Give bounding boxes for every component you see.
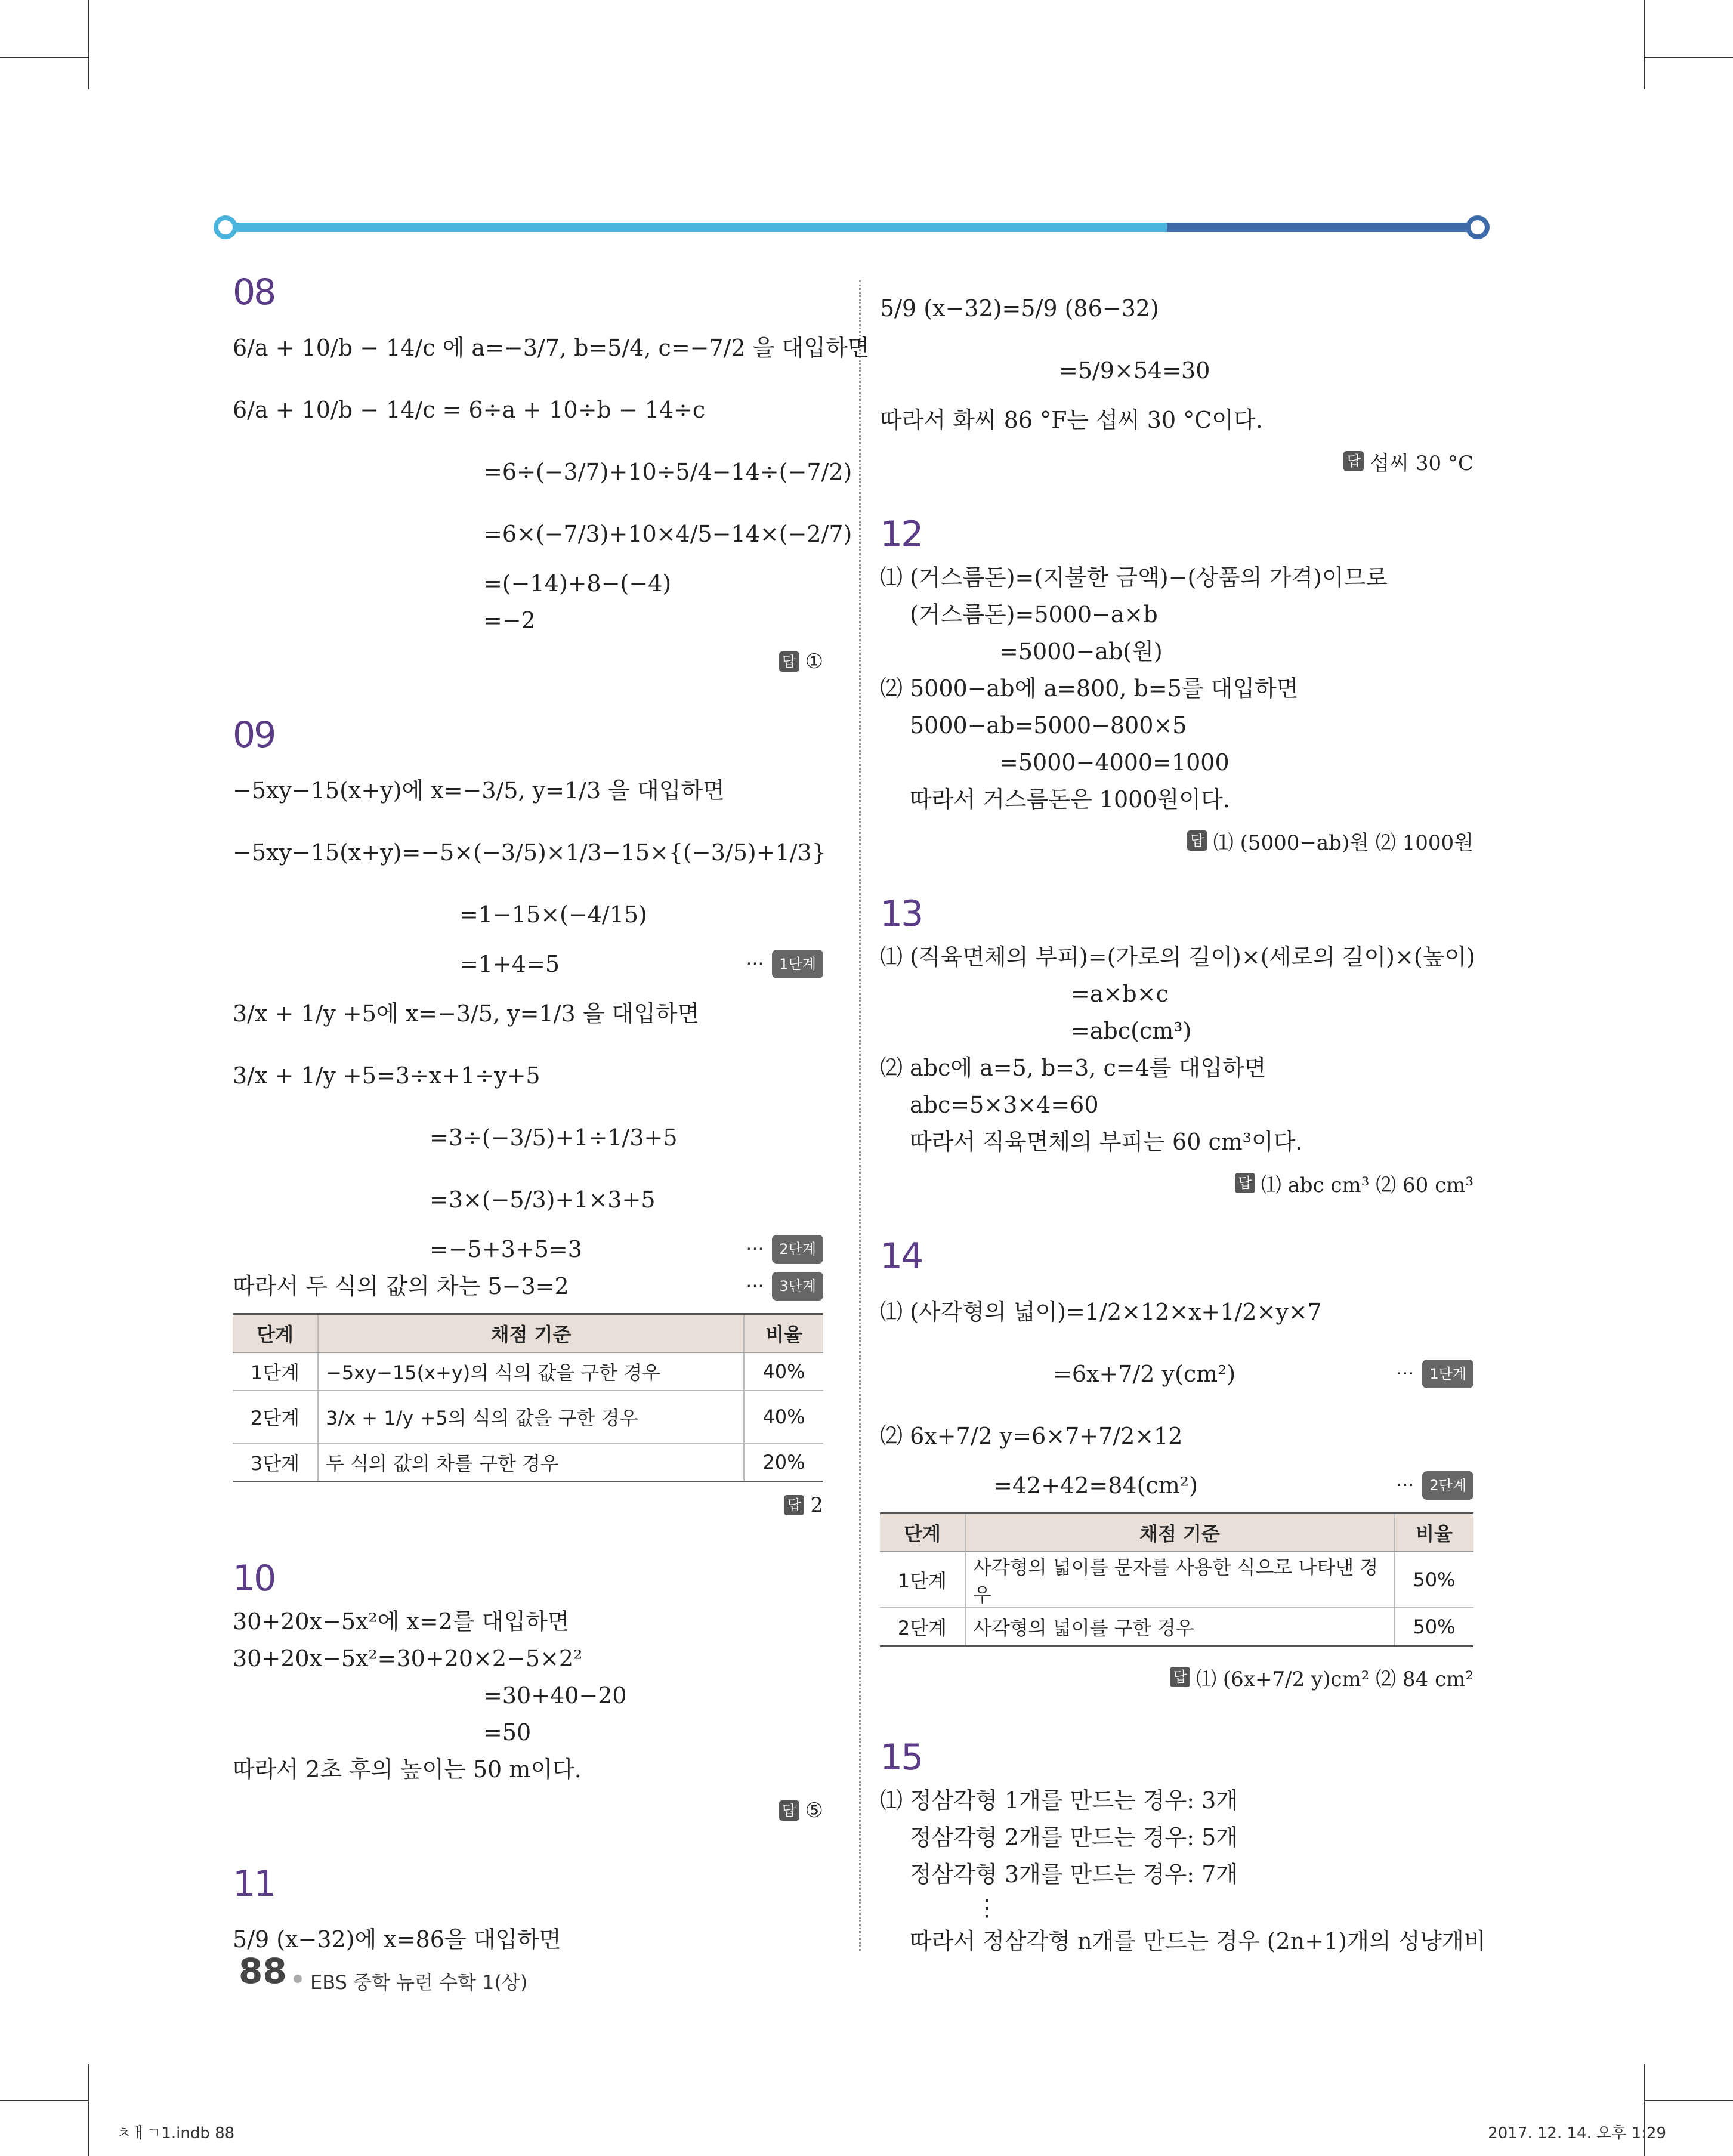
problem-number: 11	[233, 1863, 275, 1905]
answer-text: ⑴ abc cm³ ⑵ 60 cm³	[1261, 1173, 1473, 1197]
solution-line: ⑴ 정삼각형 1개를 만드는 경우: 3개	[880, 1787, 1238, 1814]
solution-line: 3/x + 1/y +5에 x=−3/5, y=1/3 을 대입하면	[233, 1000, 700, 1027]
solution-line: 6/a + 10/b − 14/c = 6÷a + 10÷b − 14÷c	[233, 397, 706, 423]
answer	[233, 1488, 823, 1522]
problem-number: 14	[880, 1235, 922, 1277]
solution-line: 5000−ab=5000−800×5	[910, 712, 1187, 739]
solution-line: =5/9×54=30	[1059, 357, 1210, 384]
solution-line: ⑵ abc에 a=5, b=3, c=4를 대입하면	[880, 1055, 1266, 1081]
solution-line: −5xy−15(x+y)에 x=−3/5, y=1/3 을 대입하면	[233, 777, 725, 804]
problem-13	[880, 893, 1473, 1200]
table-row	[233, 1352, 823, 1391]
solution-line: 6/a + 10/b − 14/c 에 a=−3/7, b=5/4, c=−7/2 을 대입하면	[233, 335, 870, 361]
solution-line: =a×b×c	[1071, 981, 1169, 1007]
problem-09	[233, 714, 826, 1522]
grading-table	[880, 1512, 1473, 1647]
page-number: 88	[239, 1951, 287, 1991]
solution-line: =6÷(−3/7)+10÷5/4−14÷(−7/2)	[483, 459, 852, 485]
problem-number: 08	[233, 271, 275, 313]
step-badge: 2단계	[772, 1235, 823, 1264]
solution-line: 정삼각형 2개를 만드는 경우: 5개	[910, 1824, 1238, 1851]
answer-icon: 답	[1170, 1667, 1190, 1687]
table-cell: 3/x + 1/y +5의 식의 값을 구한 경우	[318, 1391, 744, 1443]
crop-mark	[1644, 0, 1645, 89]
solution-line: ⑵ 6x+7/2 y=6×7+7/2×12	[880, 1423, 1183, 1449]
problem-number: 09	[233, 714, 275, 756]
step-marker: ⋯ 2단계	[1396, 1471, 1473, 1500]
answer	[880, 824, 1473, 857]
solution-line: abc=5×3×4=60	[910, 1092, 1099, 1118]
solution-line: =abc(cm³)	[1071, 1018, 1192, 1044]
problem-11	[233, 1863, 823, 1970]
step-marker: ⋯ 3단계	[746, 1272, 823, 1301]
answer-text: ⑴ (6x+7/2 y)cm² ⑵ 84 cm²	[1196, 1667, 1473, 1691]
table-row	[233, 1391, 823, 1443]
table-cell: 2단계	[233, 1391, 318, 1443]
solution-line: =5000−4000=1000	[999, 749, 1230, 776]
problem-14	[880, 1235, 1473, 1701]
problem-number: 15	[880, 1737, 922, 1778]
header-bar	[221, 223, 1482, 232]
table-row	[233, 1443, 823, 1482]
solution-line: 따라서 2초 후의 높이는 50 m이다.	[233, 1756, 582, 1783]
step-marker: ⋯ 1단계	[746, 950, 823, 978]
table-header: 채점 기준	[965, 1513, 1394, 1552]
solution-line: ⑴ (거스름돈)=(지불한 금액)−(상품의 가격)이므로	[880, 564, 1388, 591]
solution-line: 정삼각형 3개를 만드는 경우: 7개	[910, 1861, 1238, 1888]
solution-line: =30+40−20	[483, 1682, 627, 1709]
header-bar-dot	[214, 215, 237, 239]
solution-line: 따라서 정삼각형 n개를 만드는 경우 (2n+1)개의 성냥개비	[910, 1928, 1486, 1954]
crop-mark	[1644, 57, 1733, 58]
table-header: 비율	[744, 1314, 823, 1353]
solution-line: −5xy−15(x+y)=−5×(−3/5)×1/3−15×{(−3/5)+1/3}	[233, 839, 826, 866]
table-row	[880, 1552, 1473, 1608]
crop-mark	[88, 2064, 89, 2156]
step-badge: 1단계	[772, 950, 823, 978]
crop-mark	[88, 0, 89, 89]
solution-line: =3×(−5/3)+1×3+5	[430, 1187, 656, 1213]
solution-line: =50	[483, 1719, 532, 1746]
solution-line: 30+20x−5x²에 x=2를 대입하면	[233, 1608, 570, 1635]
table-cell: 1단계	[233, 1352, 318, 1391]
solution-line: 따라서 직육면체의 부피는 60 cm³이다.	[910, 1129, 1303, 1155]
problem-10	[233, 1558, 823, 1827]
solution-line: =5000−ab(원)	[999, 638, 1163, 665]
answer-text: ⑴ (5000−ab)원 ⑵ 1000원	[1213, 830, 1473, 855]
problem-15	[880, 1737, 1486, 1960]
crop-mark	[1644, 2100, 1733, 2101]
answer	[880, 1653, 1473, 1701]
table-cell: 두 식의 값의 차를 구한 경우	[318, 1443, 744, 1482]
solution-line: =1+4=5	[459, 951, 560, 977]
answer-icon: 답	[1343, 451, 1364, 471]
answer-icon: 답	[1235, 1173, 1255, 1193]
problem-12	[880, 514, 1473, 857]
solution-line-wrap	[233, 1231, 823, 1268]
answer-icon: 답	[784, 1495, 804, 1515]
print-slug-file: ㅊㅐㄱ1.indb 88	[116, 2124, 235, 2142]
footer-bullet	[294, 1975, 302, 1983]
solution-line-wrap	[233, 946, 823, 983]
solution-line: =(−14)+8−(−4)	[483, 570, 672, 597]
answer-icon: 답	[779, 651, 799, 672]
solution-line: 따라서 두 식의 값의 차는 5−3=2	[233, 1273, 569, 1299]
solution-line: =6x+7/2 y(cm²)	[1053, 1361, 1236, 1387]
table-cell: 20%	[744, 1443, 823, 1482]
solution-line: 따라서 화씨 86 °F는 섭씨 30 °C이다.	[880, 407, 1263, 433]
solution-line: ⋮	[975, 1895, 998, 1921]
solution-line: ⑴ (직육면체의 부피)=(가로의 길이)×(세로의 길이)×(높이)	[880, 944, 1475, 970]
table-cell: 1단계	[880, 1552, 965, 1608]
table-header: 단계	[880, 1513, 965, 1552]
table-header: 채점 기준	[318, 1314, 744, 1353]
right-column	[880, 277, 1486, 1960]
table-cell: 사각형의 넓이를 구한 경우	[965, 1608, 1394, 1647]
problem-number: 12	[880, 514, 922, 555]
solution-line: =−5+3+5=3	[430, 1236, 582, 1262]
solution-line-wrap	[233, 1268, 823, 1305]
step-badge: 3단계	[772, 1272, 823, 1301]
solution-line: 5/9 (x−32)=5/9 (86−32)	[880, 295, 1159, 322]
column-divider	[859, 280, 861, 1951]
solution-line: 따라서 거스름돈은 1000원이다.	[910, 786, 1230, 813]
answer	[233, 645, 823, 678]
print-slug-date: 2017. 12. 14. 오후 1:29	[1488, 2124, 1666, 2142]
answer-text: ⑤	[805, 1799, 823, 1823]
header-bar-dot	[1466, 215, 1490, 239]
solution-line: 30+20x−5x²=30+20×2−5×2²	[233, 1645, 583, 1672]
solution-line: ⑵ 5000−ab에 a=800, b=5를 대입하면	[880, 675, 1299, 702]
answer-icon: 답	[779, 1800, 799, 1821]
step-badge: 2단계	[1422, 1471, 1473, 1500]
table-header: 비율	[1394, 1513, 1473, 1552]
table-cell: 40%	[744, 1352, 823, 1391]
left-column	[233, 271, 870, 1970]
solution-line: (거스름돈)=5000−a×b	[910, 601, 1158, 628]
table-cell: −5xy−15(x+y)의 식의 값을 구한 경우	[318, 1352, 744, 1391]
book-title: EBS 중학 뉴런 수학 1(상)	[310, 1971, 528, 1994]
answer-icon: 답	[1187, 830, 1207, 851]
step-marker: ⋯ 1단계	[1396, 1360, 1473, 1388]
table-cell: 사각형의 넓이를 문자를 사용한 식으로 나타낸 경우	[965, 1552, 1394, 1608]
solution-line: =3÷(−3/5)+1÷1/3+5	[430, 1125, 678, 1151]
solution-line: =42+42=84(cm²)	[993, 1472, 1198, 1499]
answer-text: ①	[805, 650, 823, 674]
solution-line: =−2	[483, 607, 536, 634]
solution-line: ⑴ (사각형의 넓이)=1/2×12×x+1/2×y×7	[880, 1299, 1322, 1325]
table-cell: 40%	[744, 1391, 823, 1443]
answer	[880, 444, 1473, 478]
crop-mark	[0, 57, 89, 58]
answer	[880, 1166, 1473, 1200]
solution-line-wrap	[880, 1343, 1473, 1405]
grading-table	[233, 1313, 823, 1482]
solution-line-wrap	[880, 1467, 1473, 1504]
answer-text: 2	[810, 1493, 823, 1517]
answer	[233, 1794, 823, 1827]
table-cell: 3단계	[233, 1443, 318, 1482]
problem-08	[233, 271, 870, 678]
solution-line: 5/9 (x−32)에 x=86을 대입하면	[233, 1926, 561, 1953]
table-cell: 50%	[1394, 1552, 1473, 1608]
table-cell: 2단계	[880, 1608, 965, 1647]
table-header: 단계	[233, 1314, 318, 1353]
step-badge: 1단계	[1422, 1360, 1473, 1388]
solution-line: 3/x + 1/y +5=3÷x+1÷y+5	[233, 1062, 540, 1089]
crop-mark	[0, 2100, 89, 2101]
problem-number: 10	[233, 1558, 275, 1599]
problem-11-continued	[880, 277, 1473, 478]
step-marker: ⋯ 2단계	[746, 1235, 823, 1264]
answer-text: 섭씨 30 °C	[1370, 451, 1473, 475]
solution-line: =6×(−7/3)+10×4/5−14×(−2/7)	[483, 521, 852, 547]
table-row	[880, 1608, 1473, 1647]
solution-line: =1−15×(−4/15)	[459, 901, 647, 928]
problem-number: 13	[880, 893, 922, 935]
table-cell: 50%	[1394, 1608, 1473, 1647]
